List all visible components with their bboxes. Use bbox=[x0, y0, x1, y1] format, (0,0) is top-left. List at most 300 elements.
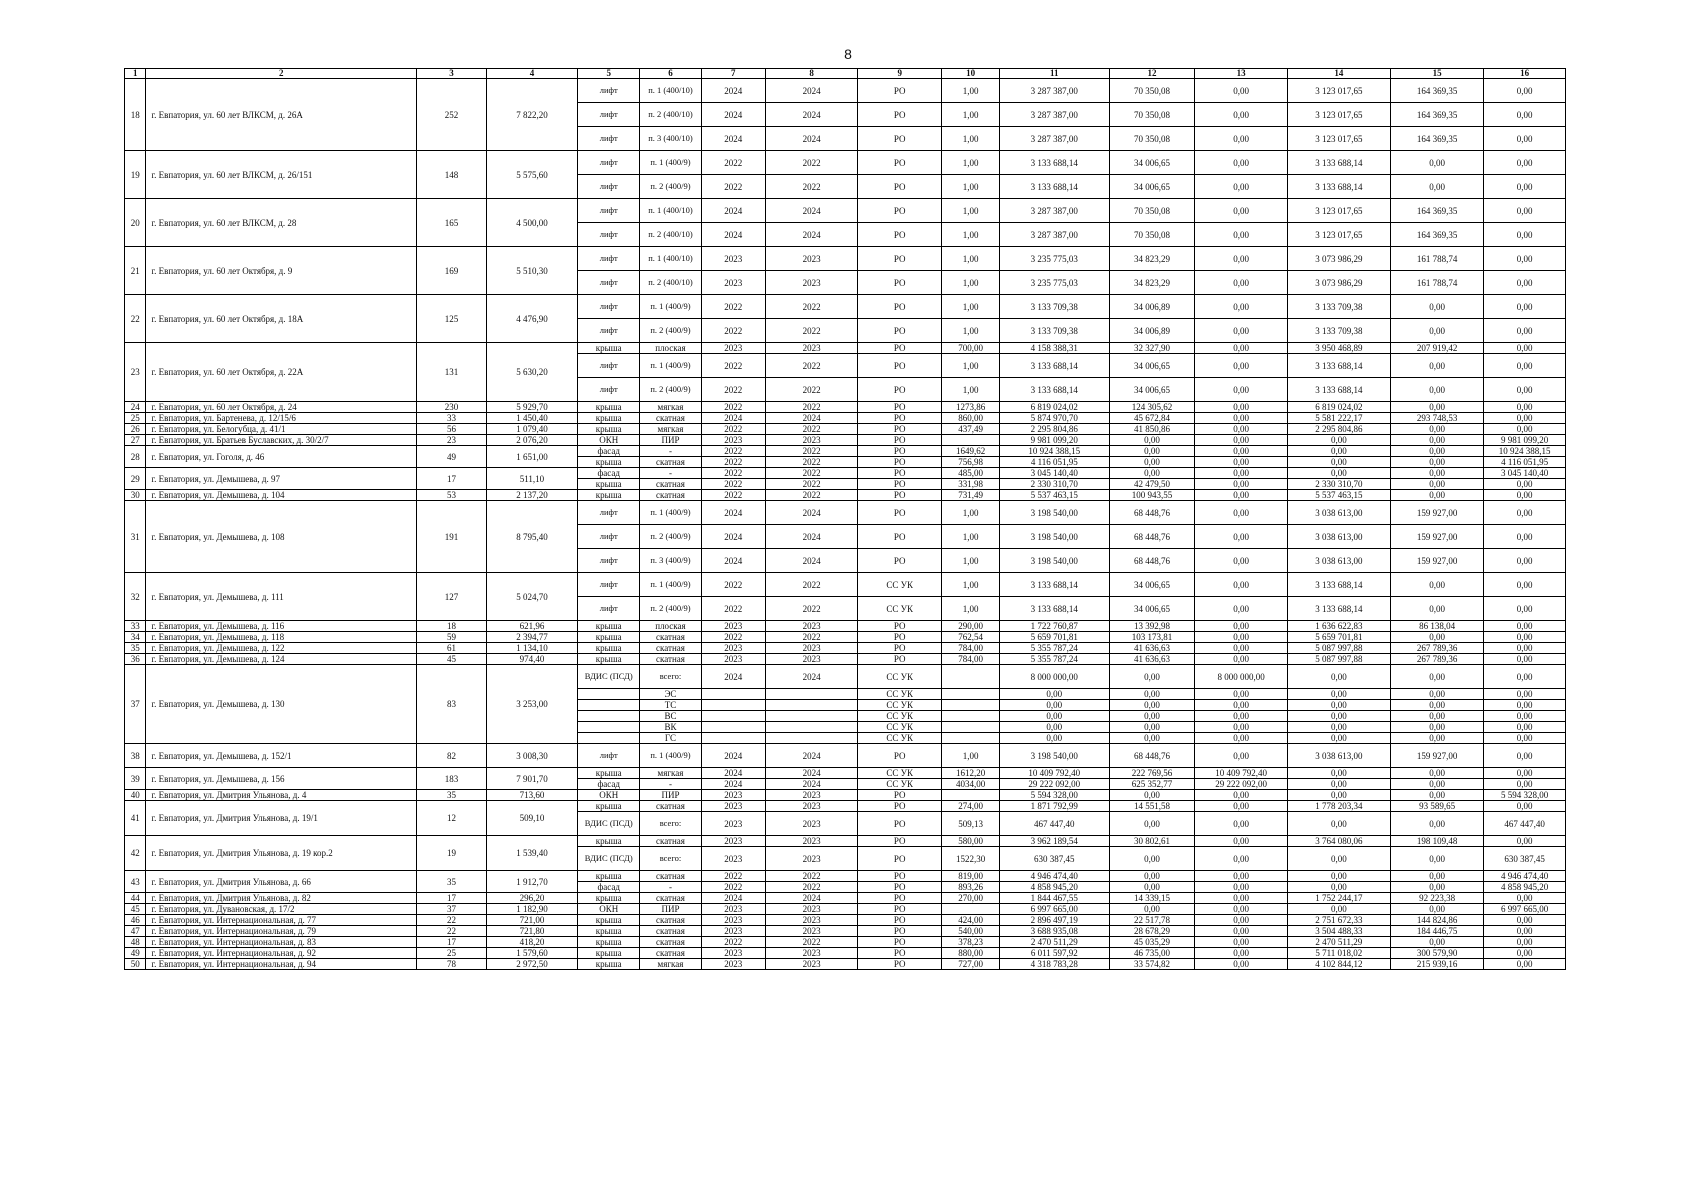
cost-per-unit: 14 551,58 bbox=[1109, 801, 1195, 812]
element-subtype: п. 2 (400/9) bbox=[640, 378, 701, 402]
plan-year-end: 2022 bbox=[765, 882, 857, 893]
volume: 1,00 bbox=[942, 175, 1000, 199]
building-address: г. Евпатория, ул. Демышева, д. 152/1 bbox=[146, 744, 417, 768]
plan-year-start: 2023 bbox=[701, 343, 765, 354]
fund-other: 10 924 388,15 bbox=[1484, 446, 1566, 457]
plan-year-start: 2023 bbox=[701, 836, 765, 847]
plan-year-end: 2024 bbox=[765, 768, 857, 779]
volume: 1,00 bbox=[942, 127, 1000, 151]
element-type bbox=[578, 700, 640, 711]
cost-per-unit: 34 006,65 bbox=[1109, 151, 1195, 175]
fund-regional: 6 819 024,02 bbox=[1287, 402, 1390, 413]
plan-year-end: 2022 bbox=[765, 632, 857, 643]
total-cost: 3 198 540,00 bbox=[1000, 525, 1110, 549]
funding-method: РО bbox=[858, 457, 942, 468]
column-header: 16 bbox=[1484, 69, 1566, 79]
funding-method: РО bbox=[858, 959, 942, 970]
fund-municipal: 164 369,35 bbox=[1390, 127, 1483, 151]
fund-other: 0,00 bbox=[1484, 915, 1566, 926]
element-type: лифт bbox=[578, 151, 640, 175]
fund-owners: 0,00 bbox=[1195, 354, 1287, 378]
building-area: 1 450,40 bbox=[486, 413, 577, 424]
fund-other: 9 981 099,20 bbox=[1484, 435, 1566, 446]
fund-municipal: 0,00 bbox=[1390, 468, 1483, 479]
fund-municipal: 293 748,53 bbox=[1390, 413, 1483, 424]
apartments-count: 82 bbox=[417, 744, 487, 768]
cost-per-unit: 0,00 bbox=[1109, 711, 1195, 722]
total-cost: 6 011 597,92 bbox=[1000, 948, 1110, 959]
apartments-count: 183 bbox=[417, 768, 487, 790]
table-row bbox=[125, 915, 1566, 926]
total-cost: 4 318 783,28 bbox=[1000, 959, 1110, 970]
element-subtype: мягкая bbox=[640, 402, 701, 413]
cost-per-unit: 68 448,76 bbox=[1109, 549, 1195, 573]
element-type: крыша bbox=[578, 632, 640, 643]
element-type: крыша bbox=[578, 836, 640, 847]
funding-method: РО bbox=[858, 654, 942, 665]
fund-municipal: 0,00 bbox=[1390, 435, 1483, 446]
volume: 274,00 bbox=[942, 801, 1000, 812]
fund-municipal: 164 369,35 bbox=[1390, 199, 1483, 223]
building-address: г. Евпатория, ул. Демышева, д. 97 bbox=[146, 468, 417, 490]
row-number: 23 bbox=[125, 343, 146, 402]
cost-per-unit: 41 636,63 bbox=[1109, 643, 1195, 654]
element-type: лифт bbox=[578, 501, 640, 525]
apartments-count: 125 bbox=[417, 295, 487, 343]
plan-year-start: 2023 bbox=[701, 643, 765, 654]
funding-method: РО bbox=[858, 948, 942, 959]
element-subtype: скатная bbox=[640, 413, 701, 424]
plan-year-start: 2023 bbox=[701, 847, 765, 871]
plan-year-start: 2023 bbox=[701, 271, 765, 295]
row-number: 26 bbox=[125, 424, 146, 435]
row-number: 50 bbox=[125, 959, 146, 970]
plan-year-end: 2023 bbox=[765, 915, 857, 926]
apartments-count: 59 bbox=[417, 632, 487, 643]
apartments-count: 56 bbox=[417, 424, 487, 435]
total-cost: 3 133 688,14 bbox=[1000, 354, 1110, 378]
plan-year-start: 2023 bbox=[701, 948, 765, 959]
plan-year-end: 2022 bbox=[765, 354, 857, 378]
element-type: лифт bbox=[578, 271, 640, 295]
table-row bbox=[125, 295, 1566, 319]
total-cost: 5 594 328,00 bbox=[1000, 790, 1110, 801]
fund-other: 0,00 bbox=[1484, 689, 1566, 700]
cost-per-unit: 100 943,55 bbox=[1109, 490, 1195, 501]
fund-municipal: 207 919,42 bbox=[1390, 343, 1483, 354]
element-subtype: скатная bbox=[640, 457, 701, 468]
volume bbox=[942, 722, 1000, 733]
total-cost: 1 871 792,99 bbox=[1000, 801, 1110, 812]
cost-per-unit: 68 448,76 bbox=[1109, 744, 1195, 768]
table-row bbox=[125, 247, 1566, 271]
fund-regional: 3 038 613,00 bbox=[1287, 501, 1390, 525]
funding-method: РО bbox=[858, 915, 942, 926]
fund-regional: 5 087 997,88 bbox=[1287, 654, 1390, 665]
fund-owners: 0,00 bbox=[1195, 468, 1287, 479]
element-subtype: ВК bbox=[640, 722, 701, 733]
building-area: 3 253,00 bbox=[486, 665, 577, 744]
plan-year-start: 2024 bbox=[701, 79, 765, 103]
table-row bbox=[125, 413, 1566, 424]
fund-regional: 3 133 709,38 bbox=[1287, 319, 1390, 343]
table-row bbox=[125, 836, 1566, 847]
funding-method: РО bbox=[858, 937, 942, 948]
cost-per-unit: 0,00 bbox=[1109, 733, 1195, 744]
fund-municipal: 93 589,65 bbox=[1390, 801, 1483, 812]
plan-year-start: 2022 bbox=[701, 424, 765, 435]
fund-regional: 2 295 804,86 bbox=[1287, 424, 1390, 435]
plan-year-start: 2022 bbox=[701, 468, 765, 479]
volume: 424,00 bbox=[942, 915, 1000, 926]
cost-per-unit: 30 802,61 bbox=[1109, 836, 1195, 847]
fund-other: 0,00 bbox=[1484, 926, 1566, 937]
funding-method: РО bbox=[858, 882, 942, 893]
building-address: г. Евпатория, ул. 60 лет Октября, д. 24 bbox=[146, 402, 417, 413]
cost-per-unit: 70 350,08 bbox=[1109, 79, 1195, 103]
column-header: 12 bbox=[1109, 69, 1195, 79]
funding-method: РО bbox=[858, 632, 942, 643]
volume bbox=[942, 790, 1000, 801]
fund-regional: 3 950 468,89 bbox=[1287, 343, 1390, 354]
plan-year-start: 2023 bbox=[701, 790, 765, 801]
fund-other: 0,00 bbox=[1484, 959, 1566, 970]
building-area: 721,00 bbox=[486, 915, 577, 926]
row-number: 36 bbox=[125, 654, 146, 665]
apartments-count: 78 bbox=[417, 959, 487, 970]
plan-year-end: 2024 bbox=[765, 779, 857, 790]
fund-other: 0,00 bbox=[1484, 103, 1566, 127]
total-cost: 29 222 092,00 bbox=[1000, 779, 1110, 790]
fund-municipal: 0,00 bbox=[1390, 847, 1483, 871]
plan-year-start: 2023 bbox=[701, 926, 765, 937]
building-address: г. Евпатория, ул. 60 лет ВЛКСМ, д. 26/151 bbox=[146, 151, 417, 199]
funding-method: РО bbox=[858, 402, 942, 413]
fund-municipal: 0,00 bbox=[1390, 790, 1483, 801]
volume: 860,00 bbox=[942, 413, 1000, 424]
total-cost: 3 962 189,54 bbox=[1000, 836, 1110, 847]
plan-year-start: 2024 bbox=[701, 501, 765, 525]
building-area: 974,40 bbox=[486, 654, 577, 665]
building-area: 296,20 bbox=[486, 893, 577, 904]
element-type: лифт bbox=[578, 525, 640, 549]
element-type: крыша bbox=[578, 948, 640, 959]
element-type: крыша bbox=[578, 871, 640, 882]
plan-year-start: 2024 bbox=[701, 768, 765, 779]
fund-municipal: 0,00 bbox=[1390, 597, 1483, 621]
plan-year-end: 2022 bbox=[765, 378, 857, 402]
row-number: 21 bbox=[125, 247, 146, 295]
element-subtype: плоская bbox=[640, 621, 701, 632]
fund-other: 5 594 328,00 bbox=[1484, 790, 1566, 801]
element-subtype: скатная bbox=[640, 926, 701, 937]
plan-year-start: 2022 bbox=[701, 490, 765, 501]
fund-other: 630 387,45 bbox=[1484, 847, 1566, 871]
fund-municipal: 159 927,00 bbox=[1390, 525, 1483, 549]
table-row bbox=[125, 801, 1566, 812]
volume: 1,00 bbox=[942, 354, 1000, 378]
row-number: 29 bbox=[125, 468, 146, 490]
plan-year-end: 2023 bbox=[765, 812, 857, 836]
plan-year-end: 2023 bbox=[765, 654, 857, 665]
total-cost: 5 659 701,81 bbox=[1000, 632, 1110, 643]
total-cost: 3 235 775,03 bbox=[1000, 247, 1110, 271]
table-row bbox=[125, 621, 1566, 632]
element-type: лифт bbox=[578, 127, 640, 151]
total-cost: 10 924 388,15 bbox=[1000, 446, 1110, 457]
funding-method: СС УК bbox=[858, 722, 942, 733]
total-cost: 3 198 540,00 bbox=[1000, 549, 1110, 573]
volume bbox=[942, 711, 1000, 722]
element-subtype: всего: bbox=[640, 665, 701, 689]
element-type: лифт bbox=[578, 103, 640, 127]
volume: 378,23 bbox=[942, 937, 1000, 948]
fund-other: 0,00 bbox=[1484, 525, 1566, 549]
plan-year-end: 2024 bbox=[765, 501, 857, 525]
cost-per-unit: 222 769,56 bbox=[1109, 768, 1195, 779]
fund-other: 0,00 bbox=[1484, 836, 1566, 847]
cost-per-unit: 625 352,77 bbox=[1109, 779, 1195, 790]
fund-regional: 5 659 701,81 bbox=[1287, 632, 1390, 643]
fund-other: 0,00 bbox=[1484, 744, 1566, 768]
volume: 485,00 bbox=[942, 468, 1000, 479]
building-address: г. Евпатория, ул. Демышева, д. 124 bbox=[146, 654, 417, 665]
fund-regional: 3 073 986,29 bbox=[1287, 247, 1390, 271]
table-row bbox=[125, 654, 1566, 665]
fund-regional: 3 123 017,65 bbox=[1287, 79, 1390, 103]
volume: 731,49 bbox=[942, 490, 1000, 501]
fund-regional: 1 752 244,17 bbox=[1287, 893, 1390, 904]
plan-year-start: 2024 bbox=[701, 223, 765, 247]
cost-per-unit: 42 479,50 bbox=[1109, 479, 1195, 490]
plan-year-end: 2022 bbox=[765, 295, 857, 319]
fund-owners: 0,00 bbox=[1195, 223, 1287, 247]
fund-municipal: 159 927,00 bbox=[1390, 549, 1483, 573]
fund-regional: 2 470 511,29 bbox=[1287, 937, 1390, 948]
fund-other: 0,00 bbox=[1484, 490, 1566, 501]
element-type: крыша bbox=[578, 457, 640, 468]
plan-year-end: 2024 bbox=[765, 127, 857, 151]
volume: 1,00 bbox=[942, 525, 1000, 549]
fund-municipal: 0,00 bbox=[1390, 424, 1483, 435]
row-number: 20 bbox=[125, 199, 146, 247]
table-header bbox=[125, 69, 1566, 79]
volume: 1,00 bbox=[942, 501, 1000, 525]
cost-per-unit: 0,00 bbox=[1109, 812, 1195, 836]
volume: 1,00 bbox=[942, 295, 1000, 319]
plan-year-end: 2022 bbox=[765, 175, 857, 199]
fund-regional: 2 751 672,33 bbox=[1287, 915, 1390, 926]
row-number: 33 bbox=[125, 621, 146, 632]
row-number: 19 bbox=[125, 151, 146, 199]
fund-owners: 0,00 bbox=[1195, 457, 1287, 468]
building-address: г. Евпатория, ул. Демышева, д. 156 bbox=[146, 768, 417, 790]
total-cost: 630 387,45 bbox=[1000, 847, 1110, 871]
fund-owners: 0,00 bbox=[1195, 711, 1287, 722]
funding-method: РО bbox=[858, 354, 942, 378]
total-cost: 6 819 024,02 bbox=[1000, 402, 1110, 413]
plan-year-end bbox=[765, 689, 857, 700]
plan-year-end: 2022 bbox=[765, 457, 857, 468]
fund-owners: 0,00 bbox=[1195, 199, 1287, 223]
fund-other: 0,00 bbox=[1484, 948, 1566, 959]
cost-per-unit: 34 823,29 bbox=[1109, 247, 1195, 271]
table-row bbox=[125, 643, 1566, 654]
total-cost: 3 133 709,38 bbox=[1000, 319, 1110, 343]
cost-per-unit: 70 350,08 bbox=[1109, 127, 1195, 151]
plan-year-start: 2024 bbox=[701, 665, 765, 689]
total-cost: 0,00 bbox=[1000, 689, 1110, 700]
column-header: 10 bbox=[942, 69, 1000, 79]
building-address: г. Евпатория, ул. Демышева, д. 116 bbox=[146, 621, 417, 632]
plan-year-end: 2022 bbox=[765, 937, 857, 948]
total-cost: 3 045 140,40 bbox=[1000, 468, 1110, 479]
building-address: г. Евпатория, ул. Дувановская, д. 17/2 bbox=[146, 904, 417, 915]
fund-regional: 0,00 bbox=[1287, 711, 1390, 722]
building-area: 4 476,90 bbox=[486, 295, 577, 343]
fund-other: 0,00 bbox=[1484, 79, 1566, 103]
fund-municipal: 0,00 bbox=[1390, 871, 1483, 882]
building-area: 1 079,40 bbox=[486, 424, 577, 435]
total-cost: 3 198 540,00 bbox=[1000, 744, 1110, 768]
apartments-count: 49 bbox=[417, 446, 487, 468]
fund-municipal: 300 579,90 bbox=[1390, 948, 1483, 959]
cost-per-unit: 0,00 bbox=[1109, 871, 1195, 882]
volume: 1,00 bbox=[942, 151, 1000, 175]
plan-year-start: 2024 bbox=[701, 525, 765, 549]
plan-year-start: 2024 bbox=[701, 413, 765, 424]
fund-regional: 5 537 463,15 bbox=[1287, 490, 1390, 501]
element-type: лифт bbox=[578, 319, 640, 343]
funding-method: СС УК bbox=[858, 768, 942, 779]
plan-year-end: 2024 bbox=[765, 665, 857, 689]
building-area: 721,80 bbox=[486, 926, 577, 937]
building-area: 1 182,90 bbox=[486, 904, 577, 915]
element-subtype: скатная bbox=[640, 801, 701, 812]
total-cost: 5 355 787,24 bbox=[1000, 643, 1110, 654]
element-subtype: скатная bbox=[640, 643, 701, 654]
volume bbox=[942, 689, 1000, 700]
plan-year-start: 2022 bbox=[701, 378, 765, 402]
element-subtype: - bbox=[640, 779, 701, 790]
total-cost: 3 287 387,00 bbox=[1000, 103, 1110, 127]
fund-other: 0,00 bbox=[1484, 223, 1566, 247]
plan-year-start: 2022 bbox=[701, 446, 765, 457]
funding-method: РО bbox=[858, 103, 942, 127]
funding-method: РО bbox=[858, 343, 942, 354]
fund-other: 0,00 bbox=[1484, 479, 1566, 490]
volume: 727,00 bbox=[942, 959, 1000, 970]
plan-year-start: 2022 bbox=[701, 319, 765, 343]
building-area: 3 008,30 bbox=[486, 744, 577, 768]
element-type: крыша bbox=[578, 402, 640, 413]
table-row bbox=[125, 926, 1566, 937]
building-area: 511,10 bbox=[486, 468, 577, 490]
fund-regional: 0,00 bbox=[1287, 812, 1390, 836]
total-cost: 9 981 099,20 bbox=[1000, 435, 1110, 446]
fund-other: 0,00 bbox=[1484, 247, 1566, 271]
row-number: 40 bbox=[125, 790, 146, 801]
cost-per-unit: 14 339,15 bbox=[1109, 893, 1195, 904]
table-row bbox=[125, 490, 1566, 501]
total-cost: 1 844 467,55 bbox=[1000, 893, 1110, 904]
plan-year-end: 2023 bbox=[765, 621, 857, 632]
total-cost: 3 688 935,08 bbox=[1000, 926, 1110, 937]
building-area: 7 822,20 bbox=[486, 79, 577, 151]
building-area: 1 579,60 bbox=[486, 948, 577, 959]
funding-method: РО bbox=[858, 468, 942, 479]
plan-year-end: 2023 bbox=[765, 926, 857, 937]
table-row bbox=[125, 468, 1566, 479]
fund-municipal: 0,00 bbox=[1390, 378, 1483, 402]
building-address: г. Евпатория, ул. Демышева, д. 104 bbox=[146, 490, 417, 501]
row-number: 22 bbox=[125, 295, 146, 343]
row-number: 32 bbox=[125, 573, 146, 621]
fund-owners: 0,00 bbox=[1195, 654, 1287, 665]
total-cost: 6 997 665,00 bbox=[1000, 904, 1110, 915]
plan-year-end: 2024 bbox=[765, 744, 857, 768]
plan-year-start: 2022 bbox=[701, 175, 765, 199]
column-header: 11 bbox=[1000, 69, 1110, 79]
fund-other: 4 946 474,40 bbox=[1484, 871, 1566, 882]
cost-per-unit: 34 006,65 bbox=[1109, 573, 1195, 597]
column-header: 5 bbox=[578, 69, 640, 79]
fund-regional: 0,00 bbox=[1287, 779, 1390, 790]
element-type bbox=[578, 711, 640, 722]
cost-per-unit: 22 517,78 bbox=[1109, 915, 1195, 926]
fund-other: 0,00 bbox=[1484, 665, 1566, 689]
cost-per-unit: 28 678,29 bbox=[1109, 926, 1195, 937]
fund-regional: 5 711 018,02 bbox=[1287, 948, 1390, 959]
volume: 1,00 bbox=[942, 247, 1000, 271]
fund-municipal: 0,00 bbox=[1390, 882, 1483, 893]
element-subtype: скатная bbox=[640, 836, 701, 847]
funding-method: РО bbox=[858, 801, 942, 812]
element-type: крыша bbox=[578, 893, 640, 904]
cost-per-unit: 68 448,76 bbox=[1109, 525, 1195, 549]
plan-year-start: 2022 bbox=[701, 295, 765, 319]
plan-year-end: 2022 bbox=[765, 479, 857, 490]
element-type: крыша bbox=[578, 801, 640, 812]
element-subtype: п. 2 (400/9) bbox=[640, 525, 701, 549]
cost-per-unit: 0,00 bbox=[1109, 700, 1195, 711]
volume: 756,98 bbox=[942, 457, 1000, 468]
fund-regional: 0,00 bbox=[1287, 847, 1390, 871]
element-type: крыша bbox=[578, 479, 640, 490]
row-number: 48 bbox=[125, 937, 146, 948]
fund-owners: 0,00 bbox=[1195, 295, 1287, 319]
fund-regional: 3 133 688,14 bbox=[1287, 378, 1390, 402]
plan-year-end: 2024 bbox=[765, 893, 857, 904]
total-cost: 2 295 804,86 bbox=[1000, 424, 1110, 435]
apartments-count: 165 bbox=[417, 199, 487, 247]
funding-method: РО bbox=[858, 127, 942, 151]
element-type: ОКН bbox=[578, 435, 640, 446]
cost-per-unit: 0,00 bbox=[1109, 882, 1195, 893]
fund-municipal: 92 223,38 bbox=[1390, 893, 1483, 904]
cost-per-unit: 34 006,65 bbox=[1109, 354, 1195, 378]
apartments-count: 33 bbox=[417, 413, 487, 424]
fund-municipal: 0,00 bbox=[1390, 733, 1483, 744]
fund-owners: 0,00 bbox=[1195, 801, 1287, 812]
element-type: крыша bbox=[578, 959, 640, 970]
volume bbox=[942, 665, 1000, 689]
funding-method: РО bbox=[858, 378, 942, 402]
building-area: 1 651,00 bbox=[486, 446, 577, 468]
plan-year-start: 2022 bbox=[701, 871, 765, 882]
element-type: лифт bbox=[578, 597, 640, 621]
fund-other: 0,00 bbox=[1484, 597, 1566, 621]
